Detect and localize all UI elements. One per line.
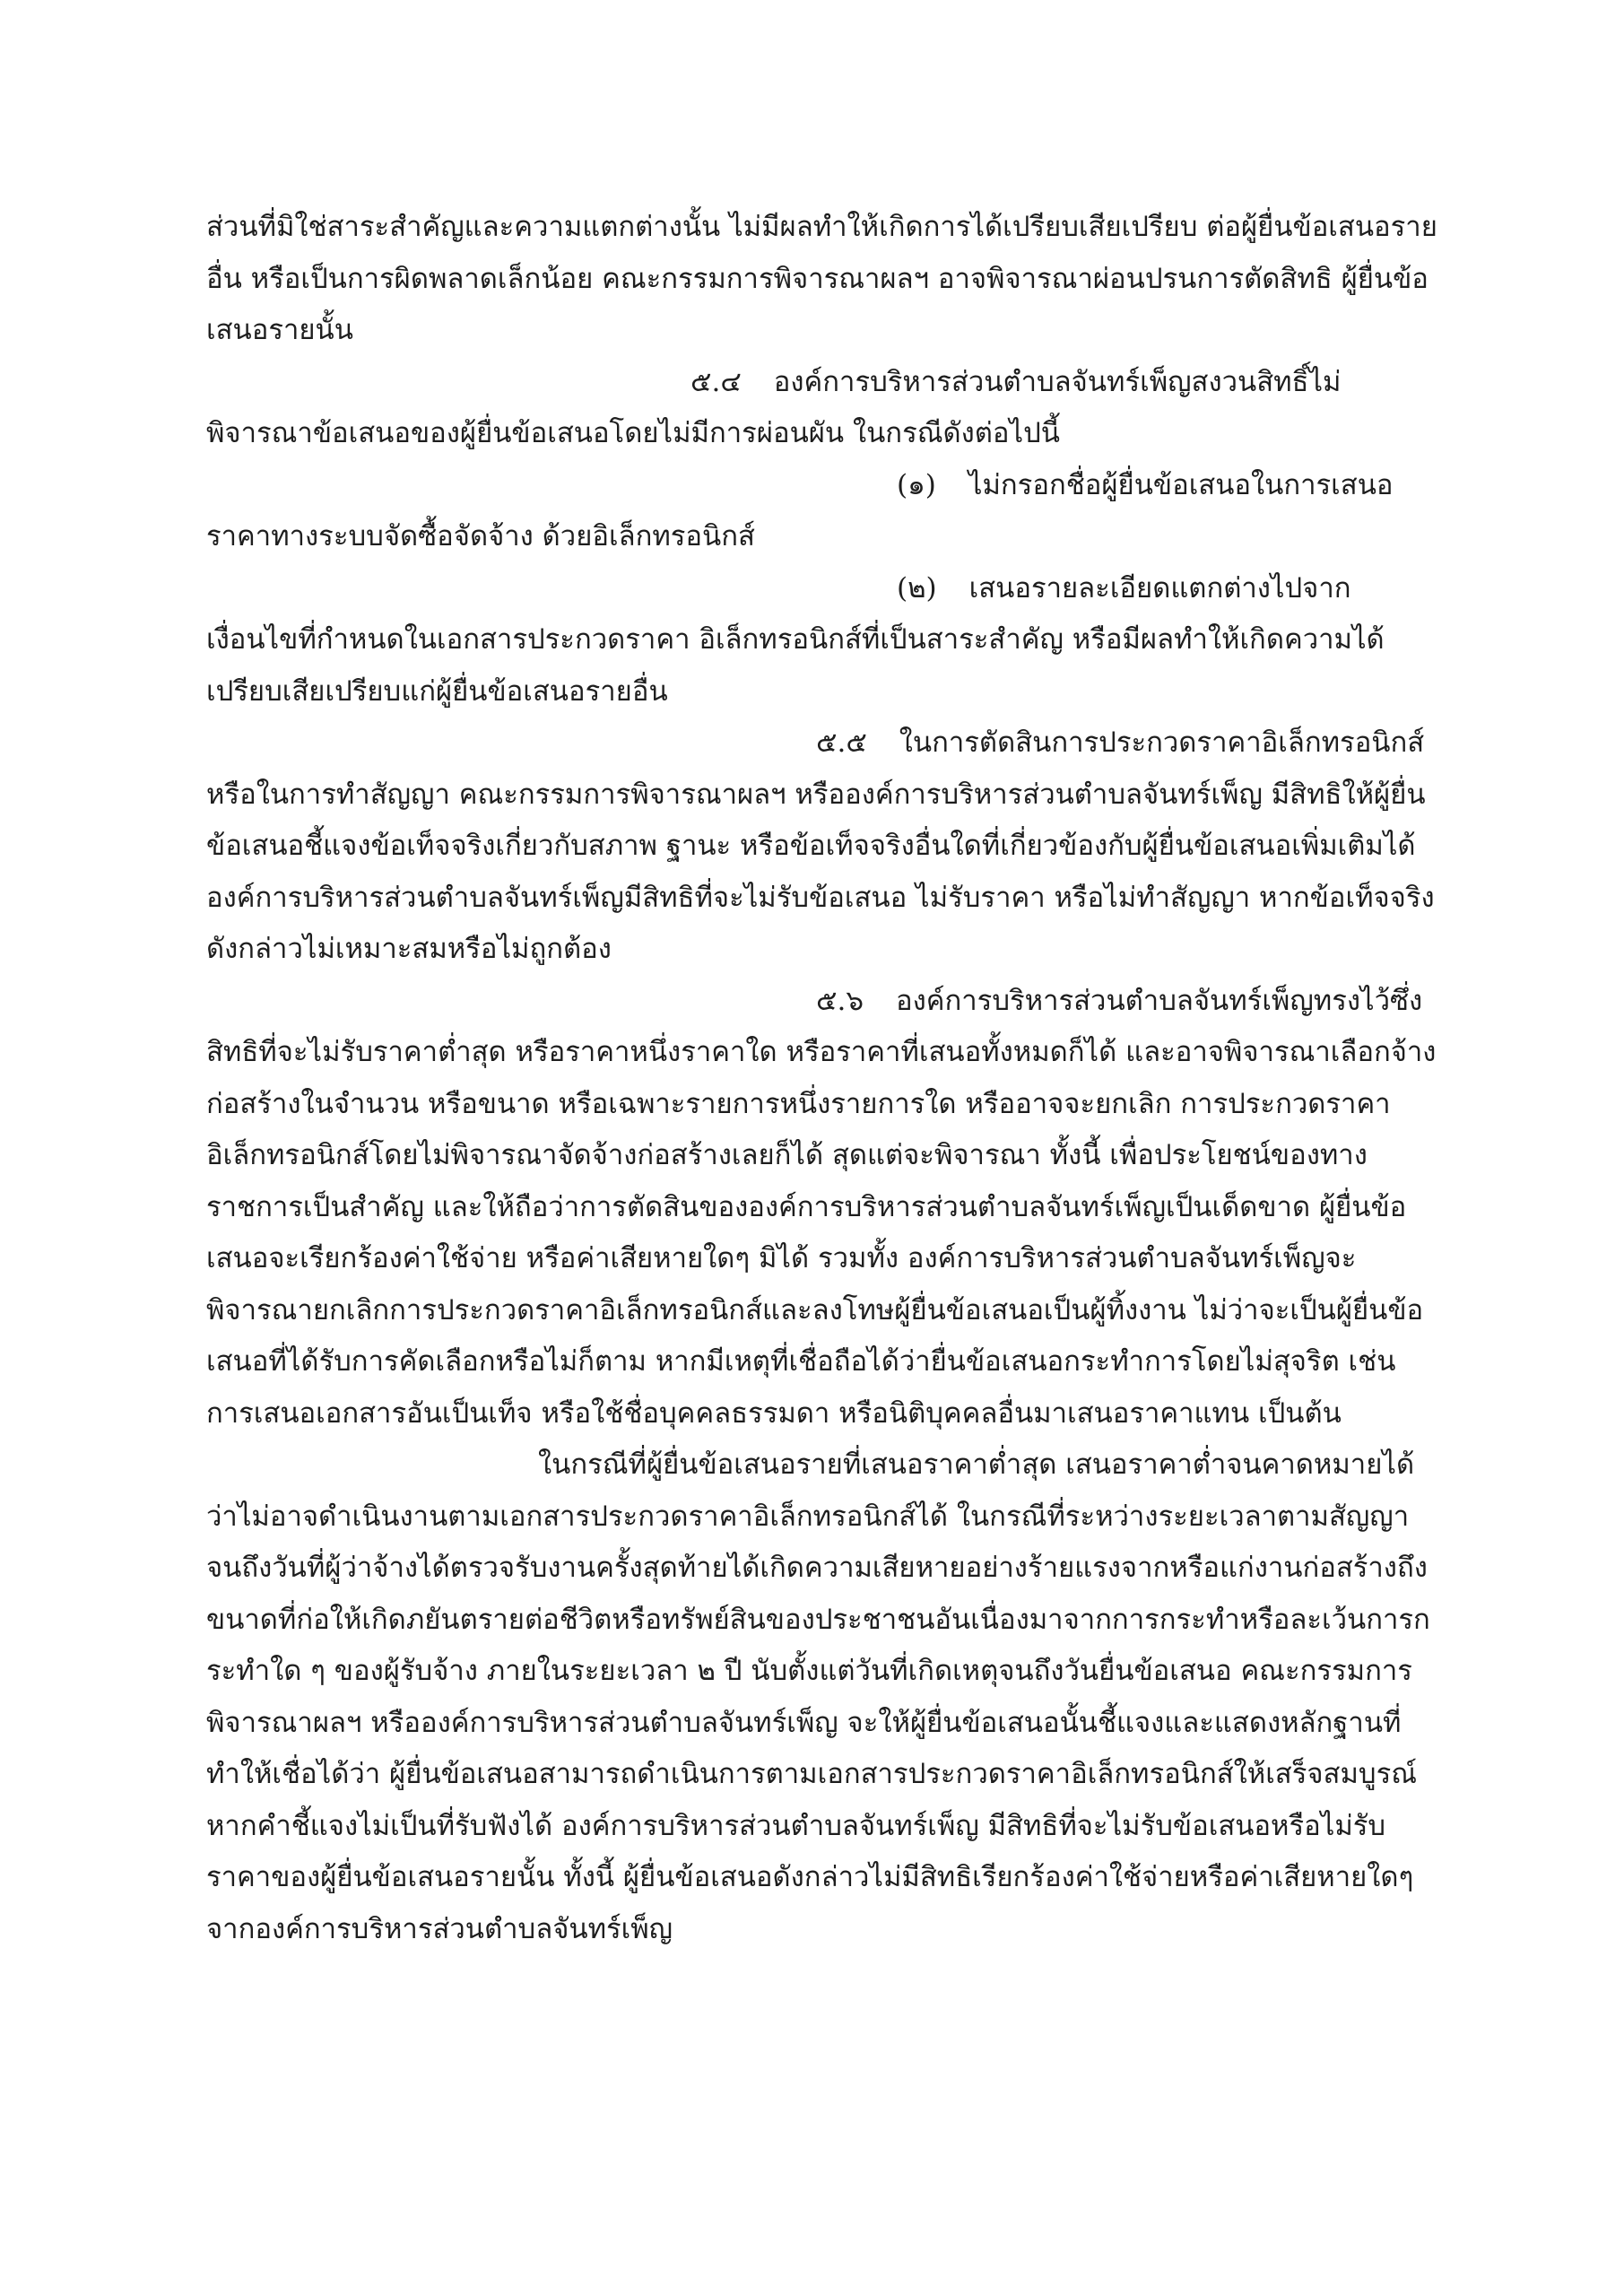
paragraph-text: ส่วนที่มิใช่สาระสำคัญและความแตกต่างนั้น ไม่มีผลทำให้เกิดการได้เปรียบเสียเปรียบ ต่อผู้ยื่นข้อเสนอรายอื่น หรือเป็นการผิดพลาดเล็กน้อย คณะกรรมการพิจารณาผลฯ อาจพิจารณาผ่อนปรนการตัดสิทธิ ผู้ยื่นข้อเสนอรายนั้น: [206, 211, 1437, 346]
paragraph-lowest-bid: [206, 1439, 1439, 1955]
paragraph-text: ในการตัดสินการประกวดราคาอิเล็กทรอนิกส์หรือในการทำสัญญา คณะกรรมการพิจารณาผลฯ หรือองค์การบริหารส่วนตำบลจันทร์เพ็ญ มีสิทธิให้ผู้ยื่นข้อเสนอชี้แจงข้อเท็จจริงเกี่ยวกับสภาพ ฐานะ หรือข้อเท็จจริงอื่นใดที่เกี่ยวข้องกับผู้ยื่นข้อเสนอเพิ่มเติมได้ องค์การบริหารส่วนตำบลจันทร์เพ็ญมีสิทธิที่จะไม่รับข้อเสนอ ไม่รับราคา หรือไม่ทำสัญญา หากข้อเท็จจริงดังกล่าวไม่เหมาะสมหรือไม่ถูกต้อง: [206, 726, 1435, 965]
paragraph-text: ไม่กรอกชื่อผู้ยื่นข้อเสนอในการเสนอราคาทางระบบจัดซื้อจัดจ้าง ด้วยอิเล็กทรอนิกส์: [206, 468, 1394, 552]
clause-number: ๕.๕: [816, 726, 867, 759]
clause-number: ๕.๖: [816, 984, 864, 1017]
paragraph-text: เสนอรายละเอียดแตกต่างไปจากเงื่อนไขที่กำหนดในเอกสารประกวดราคา อิเล็กทรอนิกส์ที่เป็นสาระสำคัญ หรือมีผลทำให้เกิดความได้เปรียบเสียเปรียบแก่ผู้ยื่นข้อเสนอรายอื่น: [206, 571, 1385, 708]
clause-5-6: [206, 976, 1439, 1440]
sub-clause-number: (๑): [897, 468, 936, 501]
sub-clause-number: (๒): [897, 571, 937, 604]
paragraph-text: ในกรณีที่ผู้ยื่นข้อเสนอรายที่เสนอราคาต่ำสุด เสนอราคาต่ำจนคาดหมายได้ว่าไม่อาจดำเนินงานตามเอกสารประกวดราคาอิเล็กทรอนิกส์ได้ ในกรณีที่ระหว่างระยะเวลาตามสัญญาจนถึงวันที่ผู้ว่าจ้างได้ตรวจรับงานครั้งสุดท้ายได้เกิดความเสียหายอย่างร้ายแรงจากหรือแก่งานก่อสร้างถึงขนาดที่ก่อให้เกิดภยันตรายต่อชีวิตหรือทรัพย์สินของประชาชนอันเนื่องมาจากการกระทำหรือละเว้นการกระทำใด ๆ ของผู้รับจ้าง ภายในระยะเวลา ๒ ปี นับตั้งแต่วันที่เกิดเหตุจนถึงวันยื่นข้อเสนอ คณะกรรมการพิจารณาผลฯ หรือองค์การบริหารส่วนตำบลจันทร์เพ็ญ จะให้ผู้ยื่นข้อเสนอนั้นชี้แจงและแสดงหลักฐานที่ทำให้เชื่อได้ว่า ผู้ยื่นข้อเสนอสามารถดำเนินการตามเอกสารประกวดราคาอิเล็กทรอนิกส์ให้เสร็จสมบูรณ์ หากคำชี้แจงไม่เป็นที่รับฟังได้ องค์การบริหารส่วนตำบลจันทร์เพ็ญ มีสิทธิที่จะไม่รับข้อเสนอหรือไม่รับราคาของผู้ยื่นข้อเสนอรายนั้น ทั้งนี้ ผู้ยื่นข้อเสนอดังกล่าวไม่มีสิทธิเรียกร้องค่าใช้จ่ายหรือค่าเสียหายใดๆ จากองค์การบริหารส่วนตำบลจันทร์เพ็ญ: [206, 1448, 1430, 1945]
paragraph-text: องค์การบริหารส่วนตำบลจันทร์เพ็ญทรงไว้ซึ่งสิทธิที่จะไม่รับราคาต่ำสุด หรือราคาหนึ่งราคาใด หรือราคาที่เสนอทั้งหมดก็ได้ และอาจพิจารณาเลือกจ้างก่อสร้างในจำนวน หรือขนาด หรือเฉพาะรายการหนึ่งรายการใด หรืออาจจะยกเลิก การประกวดราคาอิเล็กทรอนิกส์โดยไม่พิจารณาจัดจ้างก่อสร้างเลยก็ได้ สุดแต่จะพิจารณา ทั้งนี้ เพื่อประโยชน์ของทางราชการเป็นสำคัญ และให้ถือว่าการตัดสินขององค์การบริหารส่วนตำบลจันทร์เพ็ญเป็นเด็ดขาด ผู้ยื่นข้อเสนอจะเรียกร้องค่าใช้จ่าย หรือค่าเสียหายใดๆ มิได้ รวมทั้ง องค์การบริหารส่วนตำบลจันทร์เพ็ญจะพิจารณายกเลิกการประกวดราคาอิเล็กทรอนิกส์และลงโทษผู้ยื่นข้อเสนอเป็นผู้ทิ้งงาน ไม่ว่าจะเป็นผู้ยื่นข้อเสนอที่ได้รับการคัดเลือกหรือไม่ก็ตาม หากมีเหตุที่เชื่อถือได้ว่ายื่นข้อเสนอกระทำการโดยไม่สุจริต เช่น การเสนอเอกสารอันเป็นเท็จ หรือใช้ชื่อบุคคลธรรมดา หรือนิติบุคคลอื่นมาเสนอราคาแทน เป็นต้น: [206, 984, 1437, 1430]
paragraph-text: องค์การบริหารส่วนตำบลจันทร์เพ็ญสงวนสิทธิ์ไม่พิจารณาข้อเสนอของผู้ยื่นข้อเสนอโดยไม่มีการผ่อนผัน ในกรณีดังต่อไปนี้: [206, 365, 1342, 449]
clause-5-4: [206, 357, 1439, 460]
sub-clause-1: [206, 460, 1439, 563]
document-body: [206, 202, 1439, 1955]
clause-number: ๕.๔: [690, 365, 742, 398]
clause-5-5: [206, 718, 1439, 976]
paragraph-continuation: [206, 202, 1439, 357]
sub-clause-2: [206, 563, 1439, 718]
